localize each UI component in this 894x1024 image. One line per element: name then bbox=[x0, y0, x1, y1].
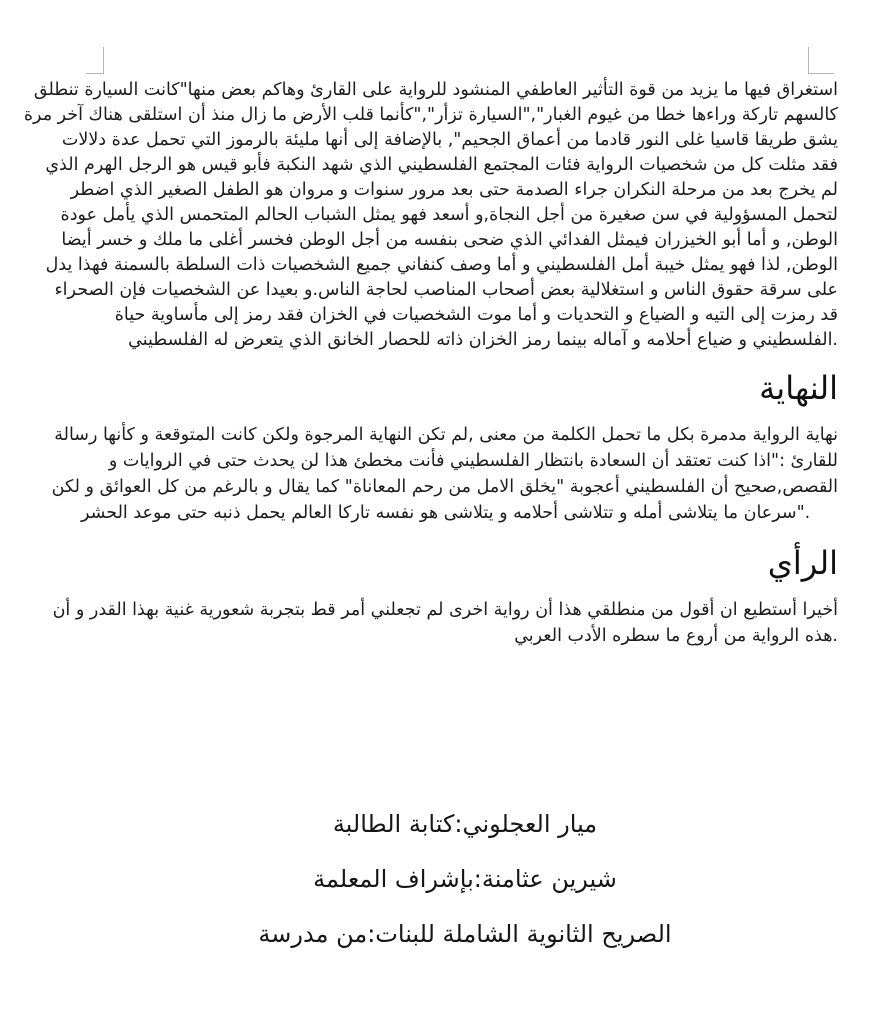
ending-paragraph bbox=[51, 422, 838, 526]
text-line: الوطن, لذا فهو يمثل خيبة أمل الفلسطيني و أما وصف كنفاني جميع الشخصيات ذات السلطة بالسمنة فهذا يدل bbox=[45, 255, 838, 275]
text-line: لتحمل المسؤولية في سن صغيرة من أجل النجاة,و أسعد فهو يمثل الشباب الحالم المتحمس الذي يأمل عودة bbox=[60, 205, 838, 225]
credit-line-student: ميار العجلوني:كتابة الطالبة bbox=[332, 810, 598, 838]
text-line: للقارئ :"اذا كنت تعتقد أن السعادة بانتظار الفلسطيني فأنت مخطئ هذا لن يحدث حتى في الروايات و bbox=[108, 451, 838, 471]
text-line: كالسهم تاركة وراءها خطا من غيوم الغبار","السيارة تزأر","كأنما قلب الأرض ما زال منذ أن استلقى هناك آخر مرة bbox=[23, 105, 838, 125]
text-line: القصص,صحيح أن الفلسطيني أعجوبة "يخلق الامل من رحم المعاناة" كما يقال و بالرغم من كل العوائق و لكن bbox=[51, 477, 838, 497]
text-line: ."سرعان ما يتلاشى أمله و تتلاشى أحلامه و يتلاشى هو نفسه تاركا العالم يحمل ذنبه حتى موعد الحشر bbox=[81, 503, 838, 523]
text-line: يشق طريقا قاسيا غلى النور قادما من أعماق الجحيم", بالإضافة إلى أنها مليئة بالرموز التي تحمل عدة دلالات bbox=[61, 130, 838, 150]
credit-line-teacher: شيرين عثامنة:بإشراف المعلمة bbox=[313, 865, 617, 893]
document-content bbox=[23, 78, 838, 962]
text-line: قد رمزت إلى التيه و الضياع و التحديات و أما موت الشخصيات في الخزان فقد رمز إلى مأساوية حياة bbox=[114, 305, 838, 325]
text-line: على سرقة حقوق الناس و استغلالية بعض أصحاب المناصب لحاجة الناس.و بعيدا عن الشخصيات فإن الصحراء bbox=[54, 280, 838, 300]
credits-block bbox=[74, 797, 856, 962]
heading-opinion: الرأي bbox=[767, 544, 838, 582]
opinion-paragraph bbox=[52, 597, 838, 649]
text-line: فقد مثلت كل من شخصيات الرواية فئات المجتمع الفلسطيني الذي شهد النكبة فأبو قيس هو الرجل الهرم الذي bbox=[45, 155, 838, 175]
text-line: استغراق فيها ما يزيد من قوة التأثير العاطفي المنشود للرواية على القارئ وهاكم بعض منها"كانت السيارة تنطلق bbox=[33, 80, 838, 100]
margin-corner-mark-left bbox=[86, 47, 104, 74]
text-line: لم يخرج بعد من مرحلة النكران جراء الصدمة حتى بعد مرور سنوات و مروان هو الطفل الصغير الذي اضطر bbox=[70, 180, 838, 200]
margin-corner-mark-right bbox=[808, 47, 834, 74]
heading-ending: النهاية bbox=[759, 369, 838, 407]
text-line: نهاية الرواية مدمرة بكل ما تحمل الكلمة من معنى ,لم تكن النهاية المرجوة ولكن كانت المتوقعة و كأنها رسالة bbox=[54, 425, 838, 445]
text-line: .الفلسطيني و ضياع أحلامه و آماله بينما رمز الخزان ذاته للحصار الخانق الذي يتعرض له الفلسطيني bbox=[128, 330, 838, 350]
text-line: أخيرا أستطيع ان أقول من منطلقي هذا أن رواية اخرى لم تجعلني أمر قط بتجربة شعورية غنية بهذا القدر و أن bbox=[52, 600, 838, 620]
intro-paragraph bbox=[23, 78, 838, 353]
text-line: الوطن, و أما أبو الخيزران فيمثل الفدائي الذي ضحى بنفسه من أجل الوطن فخسر أغلى ما ملك و خسر أيضا bbox=[61, 230, 838, 250]
text-line: .هذه الرواية من أروع ما سطره الأدب العربي bbox=[514, 626, 838, 646]
credit-line-school: الصريح الثانوية الشاملة للبنات:من مدرسة bbox=[258, 920, 672, 948]
